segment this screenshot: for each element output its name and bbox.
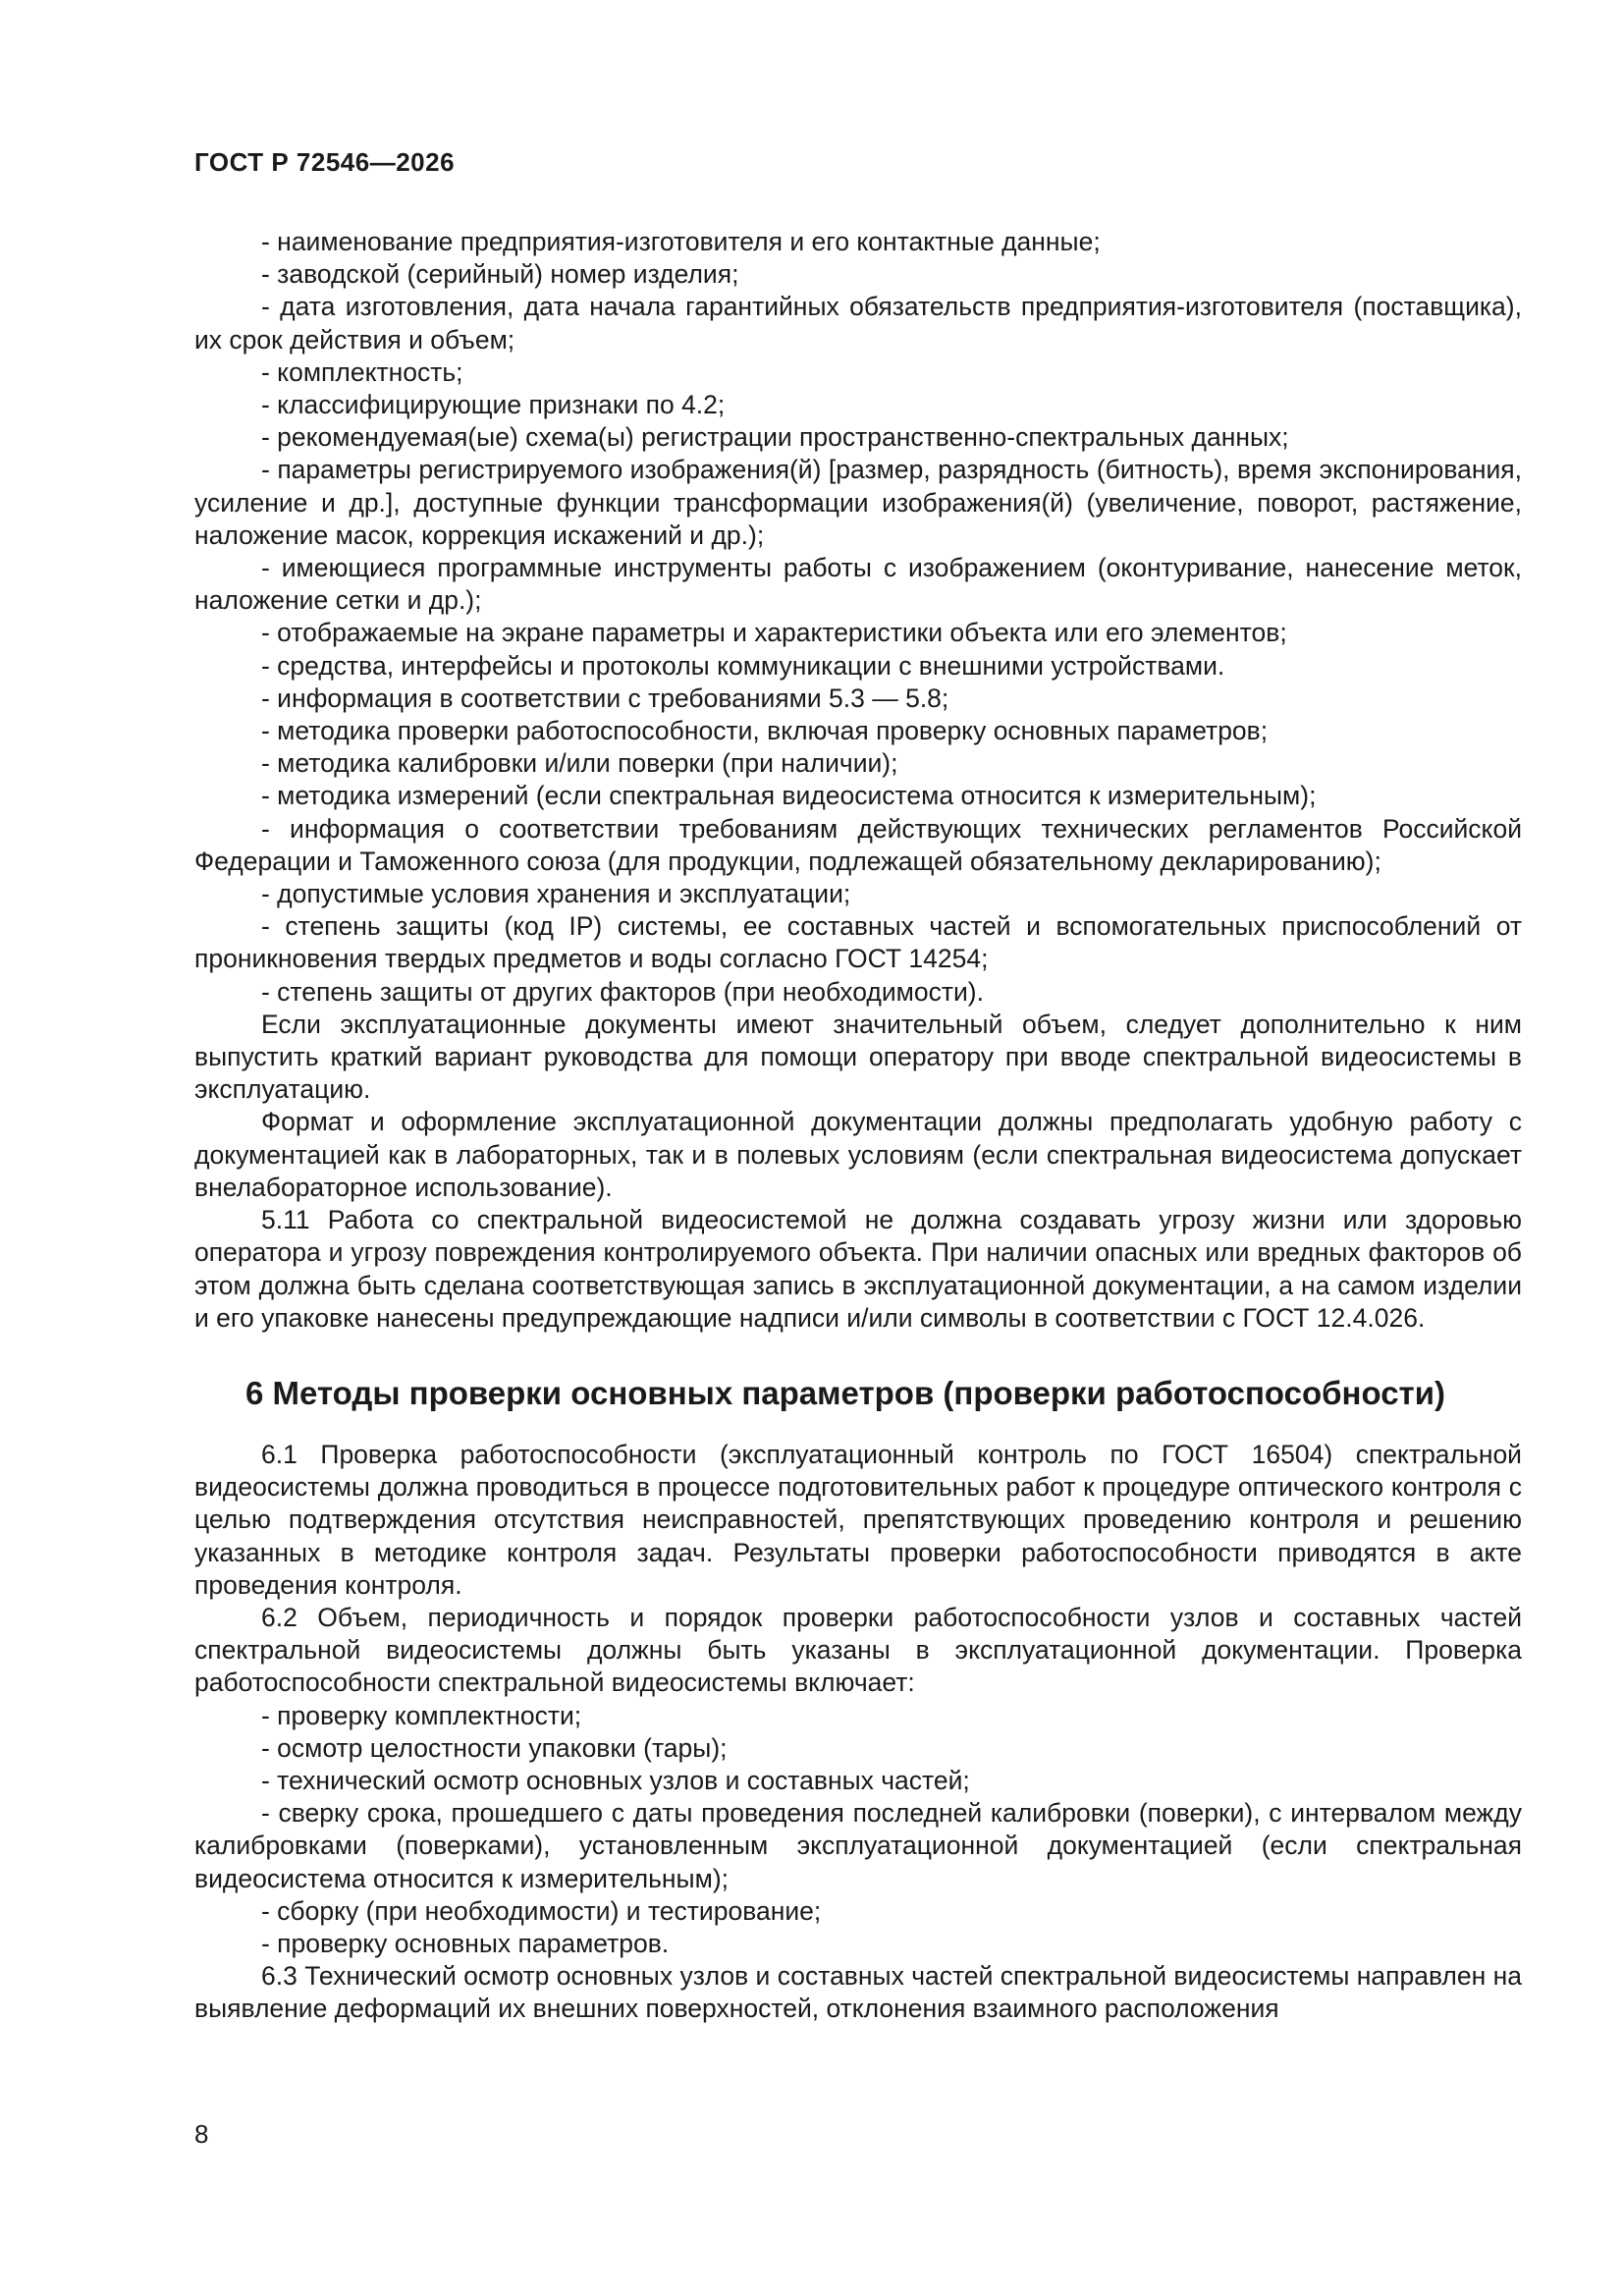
list-item: - сверку срока, прошедшего с даты проведения последней калибровки (поверки), с интервалом между калибровками (поверками), установленным эксплуатационной документацией (если спектральная видеосистема относится к измерительным);: [194, 1798, 1522, 1893]
list-item: - отображаемые на экране параметры и характеристики объекта или его элементов;: [261, 618, 1287, 648]
list-item: - осмотр целостности упаковки (тары);: [261, 1732, 728, 1763]
list-item: - проверку комплектности;: [261, 1700, 582, 1730]
list-item: - средства, интерфейсы и протоколы коммуникации с внешними устройствами.: [261, 650, 1225, 681]
list-item: - допустимые условия хранения и эксплуатации;: [261, 879, 851, 909]
list-item: - дата изготовления, дата начала гарантийных обязательств предприятия-изготовителя (поставщика), их срок действия и объем;: [194, 292, 1522, 355]
list-item: - параметры регистрируемого изображения(й) [размер, разрядность (битность), время экспонирования, усиление и др.], доступные функции трансформации изображения(й) (увеличение, поворот, растяжение, наложение масок, коррекция искажений и др.);: [194, 455, 1522, 550]
list-item: - методика измерений (если спектральная видеосистема относится к измерительным);: [261, 781, 1317, 811]
list-item: - технический осмотр основных узлов и составных частей;: [261, 1765, 970, 1795]
list-item: - проверку основных параметров.: [261, 1928, 670, 1958]
section-title: 6 Методы проверки основных параметров (проверки работоспособности): [245, 1374, 1445, 1411]
list-item: - имеющиеся программные инструменты работы с изображением (оконтуривание, нанесение меток, наложение сетки и др.);: [194, 553, 1522, 616]
list-item: - степень защиты (код IP) системы, ее составных частей и вспомогательных приспособлений от проникновения твердых предметов и воды согласно ГОСТ 14254;: [194, 911, 1522, 974]
list-item: - информация о соответствии требованиям действующих технических регламентов Российской Федерации и Таможенного союза (для продукции, подлежащей обязательному декларированию);: [194, 813, 1522, 876]
paragraph-5-11: 5.11 Работа со спектральной видеосистемой не должна создавать угрозу жизни или здоровью оператора и угрозу повреждения контролируемого объекта. При наличии опасных или вредных факторов об этом должна быть сделана соответствующая запись в эксплуатационной документации, а на самом изделии и его упаковке нанесены предупреждающие надписи и/или символы в соответствии с ГОСТ 12.4.026.: [194, 1205, 1522, 1333]
page-number: 8: [194, 2119, 209, 2149]
paragraph-6-2: 6.2 Объем, периодичность и порядок проверки работоспособности узлов и составных частей спектральной видеосистемы должны быть указаны в эксплуатационной документации. Проверка работоспособности спектральной видеосистемы включает:: [194, 1602, 1522, 1698]
list-item: - методика калибровки и/или поверки (при наличии);: [261, 748, 898, 779]
list-item: - рекомендуемая(ые) схема(ы) регистрации пространственно-спектральных данных;: [261, 422, 1289, 453]
paragraph-6-1: 6.1 Проверка работоспособности (эксплуатационный контроль по ГОСТ 16504) спектральной видеосистемы должна проводиться в процессе подготовительных работ к процедуре оптического контроля с целью подтверждения отсутствия неисправностей, препятствующих проведению контроля и решению указанных в методике контроля задач. Результаты проверки работоспособности приводятся в акте проведения контроля.: [194, 1439, 1522, 1600]
document-body: [194, 226, 1522, 2026]
document-header: ГОСТ Р 72546—2026: [194, 147, 456, 177]
list-item: - сборку (при необходимости) и тестирование;: [261, 1895, 822, 1926]
list-item: - степень защиты от других факторов (при необходимости).: [261, 976, 984, 1007]
list-item: - информация в соответствии с требованиями 5.3 — 5.8;: [261, 683, 949, 713]
list-item: - наименование предприятия-изготовителя и его контактные данные;: [261, 227, 1101, 256]
paragraph: Формат и оформление эксплуатационной документации должны предполагать удобную работу с документацией как в лабораторных, так и в полевых условиям (если спектральная видеосистема допускает внелабораторное использование).: [194, 1107, 1522, 1202]
list-item: - комплектность;: [261, 356, 463, 387]
paragraph-6-3: 6.3 Технический осмотр основных узлов и составных частей спектральной видеосистемы направлен на выявление деформаций их внешних поверхностей, отклонения взаимного расположения: [194, 1961, 1522, 2024]
list-item: - методика проверки работоспособности, включая проверку основных параметров;: [261, 716, 1269, 746]
list-item: - заводской (серийный) номер изделия;: [261, 259, 739, 290]
paragraph: Если эксплуатационные документы имеют значительный объем, следует дополнительно к ним выпустить краткий вариант руководства для помощи оператору при вводе спектральной видеосистемы в эксплуатацию.: [194, 1009, 1522, 1105]
list-item: - классифицирующие признаки по 4.2;: [261, 390, 726, 420]
